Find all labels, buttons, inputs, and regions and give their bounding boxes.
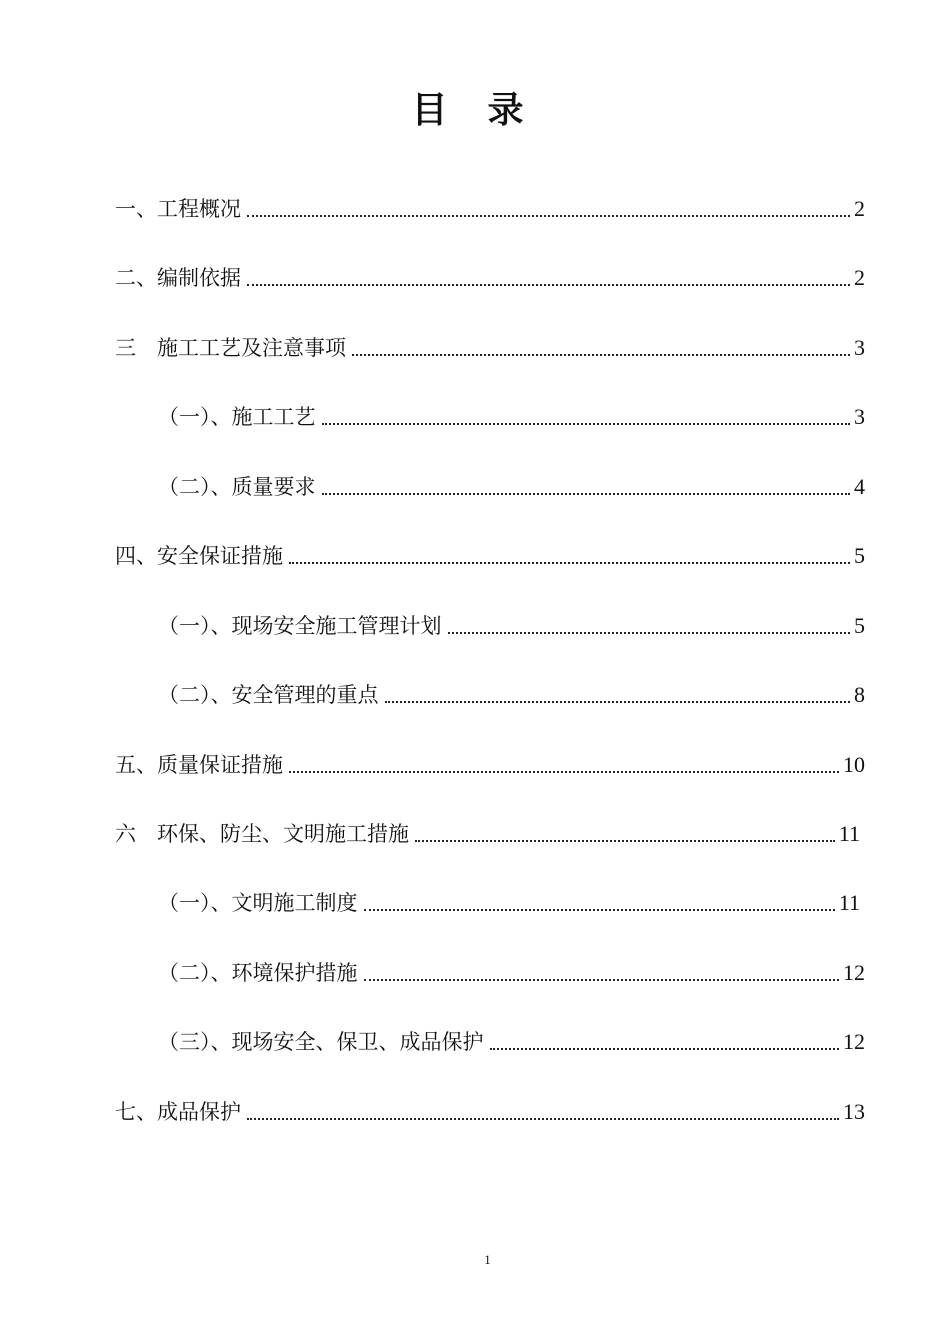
page-title: 目录 [411,89,564,131]
toc-entry[interactable] [115,333,865,363]
toc-leader-dots [352,338,850,358]
toc-entry-label: （二）、环境保护措施 [158,961,358,985]
toc-entry-page: 3 [854,335,865,360]
toc-entry[interactable] [158,1027,865,1057]
toc-entry-label: （一）、施工工艺 [158,405,316,429]
toc-leader-dots [289,755,839,775]
toc-entry[interactable] [158,958,865,988]
toc-entry[interactable] [115,263,865,293]
toc-entry-page: 10 [843,752,865,777]
toc-entry-page: 2 [854,196,865,221]
toc-entry[interactable] [158,402,865,432]
toc-entry-page: 5 [854,613,865,638]
toc-entry-label: （二）、安全管理的重点 [158,683,379,707]
toc-entry-label: 三 施工工艺及注意事项 [115,336,346,360]
toc-leader-dots [247,199,850,219]
toc-entry[interactable] [158,680,865,710]
toc-leader-dots [322,477,851,497]
toc-entry-page: 5 [854,543,865,568]
toc-entry[interactable] [158,888,860,918]
toc-entry-page: 11 [838,890,860,915]
toc-entry[interactable] [158,472,865,502]
toc-leader-dots [364,893,835,913]
toc-entry[interactable] [115,541,865,571]
toc-entry-label: 五、质量保证措施 [115,753,283,777]
toc-leader-dots [322,407,851,427]
toc-entry-label: 二、编制依据 [115,266,241,290]
toc-leader-dots [448,616,851,636]
toc-entry-label: （一）、现场安全施工管理计划 [158,614,442,638]
toc-entry-label: 七、成品保护 [115,1100,241,1124]
toc-entry-label: 四、安全保证措施 [115,544,283,568]
toc-entry[interactable] [158,611,865,641]
toc-entry-page: 2 [854,265,865,290]
toc-entry-page: 12 [843,960,865,985]
toc-entry-label: （三）、现场安全、保卫、成品保护 [158,1030,484,1054]
toc-entry-page: 4 [854,474,865,499]
toc-entry-label: 六 环保、防尘、文明施工措施 [115,822,409,846]
toc-leader-dots [247,268,850,288]
toc-entry-page: 11 [838,821,860,846]
toc-entry-page: 3 [854,404,865,429]
toc-entry-page: 8 [854,682,865,707]
toc-entry[interactable] [115,1097,865,1127]
toc-entry[interactable] [115,194,865,224]
toc-leader-dots [490,1032,840,1052]
toc-entry[interactable] [115,819,860,849]
toc-leader-dots [289,546,850,566]
page-footer-number: 1 [484,1252,491,1267]
toc-entry-page: 12 [843,1029,865,1054]
toc-entry-label: （二）、质量要求 [158,475,316,499]
toc-leader-dots [415,824,835,844]
toc-leader-dots [364,963,840,983]
toc-leader-dots [247,1102,839,1122]
toc-entry-label: （一）、文明施工制度 [158,891,358,915]
toc-leader-dots [385,685,851,705]
toc-entry-page: 13 [843,1099,865,1124]
toc-entry-label: 一、工程概况 [115,197,241,221]
toc-entry[interactable] [115,750,865,780]
